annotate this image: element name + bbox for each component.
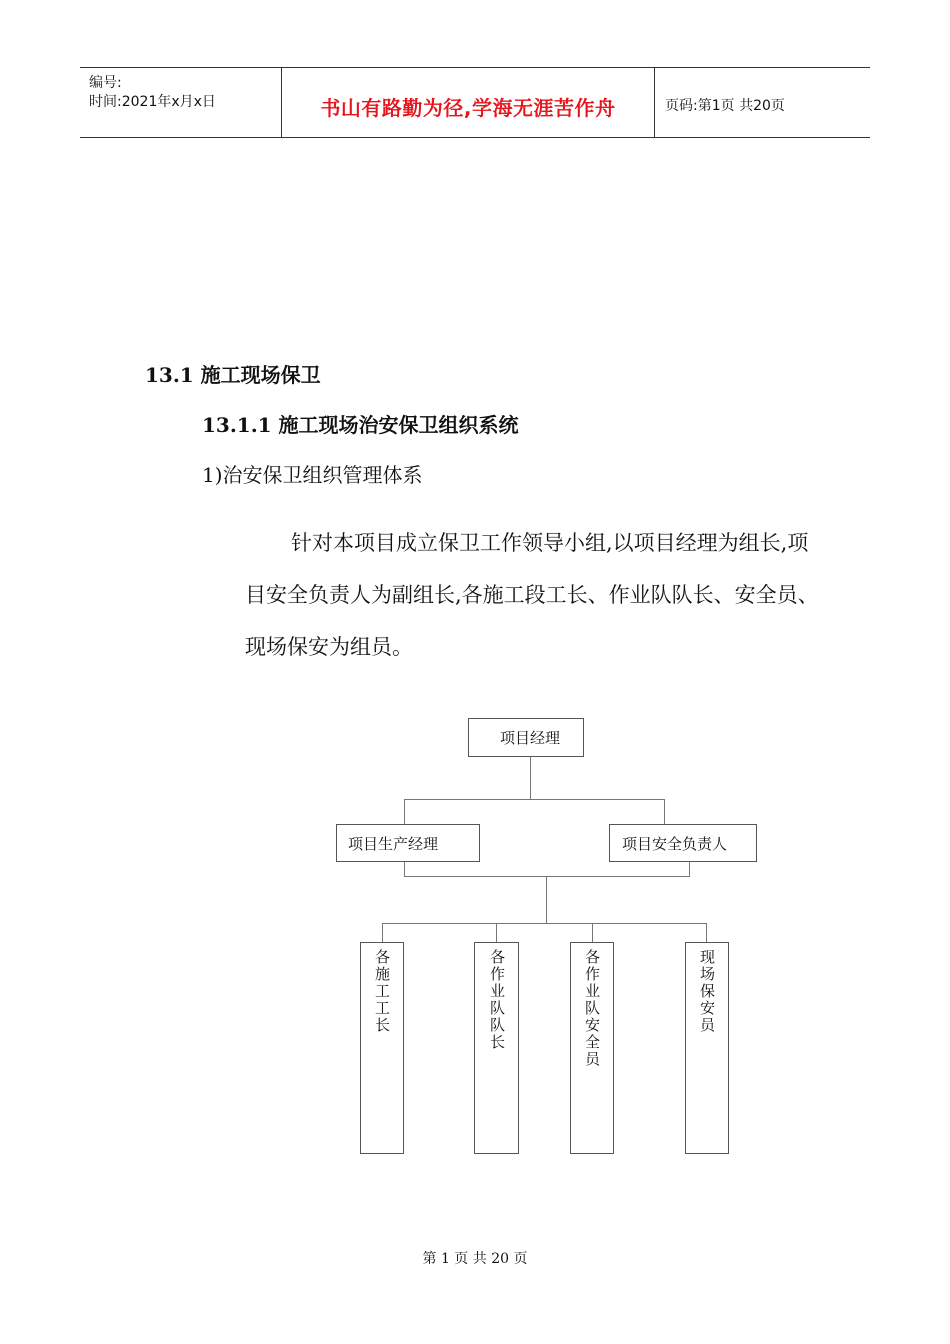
org-box-project-manager bbox=[468, 718, 584, 757]
org-box-label: 项目经理 bbox=[500, 729, 561, 747]
org-box-label: 各施工工长 bbox=[373, 949, 391, 1034]
header-motto-cell bbox=[281, 68, 655, 137]
connector-line bbox=[404, 799, 405, 824]
org-box-site-guards bbox=[685, 942, 729, 1154]
motto-text: 书山有路勤为径,学海无涯苦作舟 bbox=[320, 96, 616, 120]
paragraph-text: 针对本项目成立保卫工作领导小组,以项目经理为组长,项目安全负责人为副组长,各施工段工长、作业队队长、安全员、现场保安为组员。 bbox=[245, 531, 819, 659]
connector-line bbox=[382, 923, 383, 942]
header-page-info: 页码:第1页 共20页 bbox=[665, 98, 785, 114]
org-box-foremen bbox=[360, 942, 404, 1154]
org-box-label: 项目安全负责人 bbox=[622, 835, 728, 853]
org-box-safety-lead bbox=[609, 824, 757, 862]
page-footer: 第 1 页 共 20 页 bbox=[422, 1251, 528, 1267]
org-box-label: 项目生产经理 bbox=[348, 835, 439, 853]
list-item-heading: 1)治安保卫组织管理体系 bbox=[202, 463, 423, 487]
connector-line bbox=[404, 799, 665, 800]
connector-line bbox=[546, 876, 547, 923]
org-box-team-safety-officers bbox=[570, 942, 614, 1154]
connector-line bbox=[404, 876, 690, 877]
document-header bbox=[80, 67, 870, 138]
connector-line bbox=[689, 862, 690, 877]
header-meta-cell bbox=[80, 68, 281, 137]
org-box-label: 现场保安员 bbox=[698, 949, 716, 1034]
org-box-label: 各作业队安全员 bbox=[583, 949, 601, 1068]
subsection-heading: 13.1.1 施工现场治安保卫组织系统 bbox=[202, 413, 519, 437]
connector-line bbox=[706, 923, 707, 942]
date-label: 时间:2021年x月x日 bbox=[89, 94, 216, 110]
connector-line bbox=[530, 756, 531, 799]
header-page-cell bbox=[655, 68, 870, 137]
org-box-label: 各作业队队长 bbox=[488, 949, 506, 1051]
connector-line bbox=[496, 923, 497, 942]
body-paragraph bbox=[245, 517, 825, 673]
connector-line bbox=[592, 923, 593, 942]
connector-line bbox=[382, 923, 706, 924]
serial-number-label: 编号: bbox=[89, 75, 122, 91]
org-box-team-leaders bbox=[474, 942, 519, 1154]
connector-line bbox=[404, 862, 405, 877]
org-box-production-manager bbox=[336, 824, 480, 862]
section-heading: 13.1 施工现场保卫 bbox=[145, 363, 321, 387]
connector-line bbox=[664, 799, 665, 824]
